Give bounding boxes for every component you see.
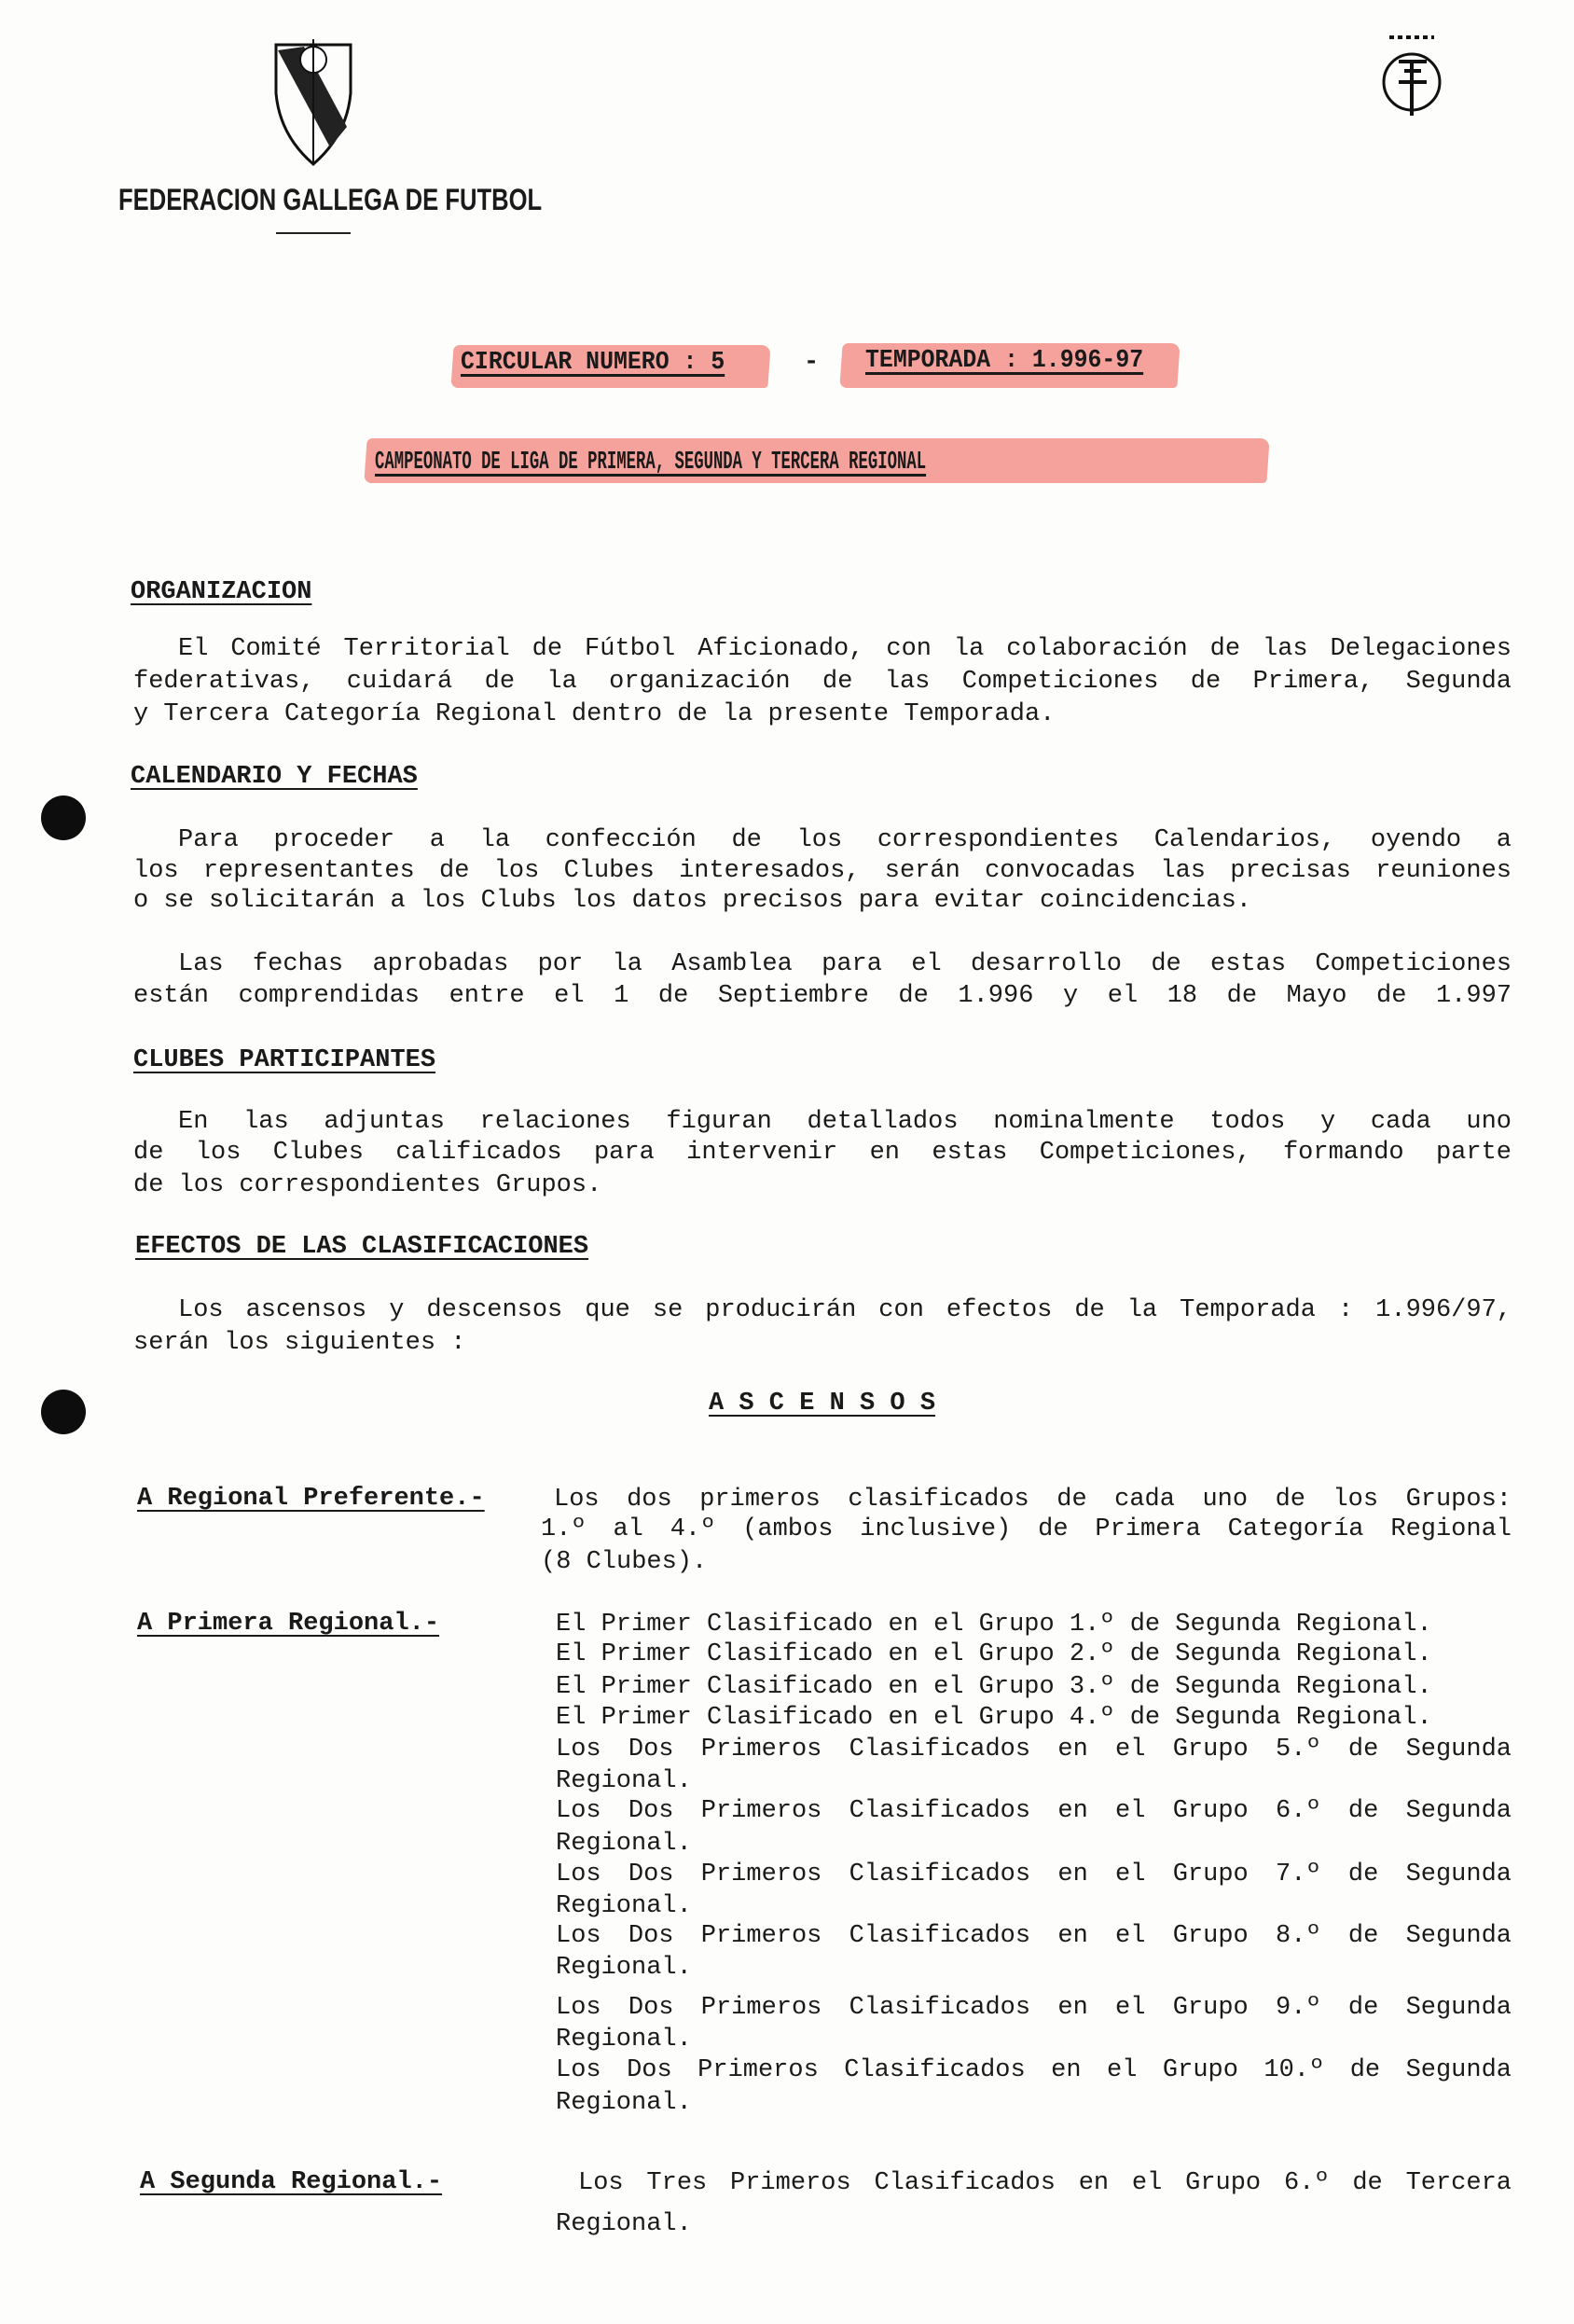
ascenso-line: Regional. — [556, 2026, 692, 2054]
organization-name: FEDERACION GALLEGA DE FUTBOL — [118, 183, 543, 216]
section-heading-calendario: CALENDARIO Y FECHAS — [131, 763, 418, 791]
section-heading-clubes: CLUBES PARTICIPANTES — [133, 1046, 436, 1074]
punch-hole — [41, 795, 86, 840]
preferente-label: A Regional Preferente.- — [137, 1485, 485, 1513]
ascenso-line: Los Tres Primeros Clasificados en el Grupo 6.º de Tercera — [578, 2169, 1512, 2197]
section-heading-efectos: EFECTOS DE LAS CLASIFICACIONES — [135, 1233, 589, 1261]
ascenso-line: El Primer Clasificado en el Grupo 1.º de Segunda Regional. — [556, 1611, 1432, 1639]
ascenso-line: Regional. — [556, 1830, 692, 1858]
spanish-federation-logo — [1376, 34, 1447, 128]
punch-hole — [41, 1390, 86, 1434]
ascenso-line: 1.º al 4.º (ambos inclusive) de Primera Categoría Regional — [541, 1515, 1512, 1543]
paragraph-line: En las adjuntas relaciones figuran detallados nominalmente todos y cada uno — [178, 1108, 1512, 1136]
title-dash: - — [804, 349, 820, 377]
paragraph-line: de los Clubes calificados para intervenir en estas Competiciones, formando parte — [133, 1139, 1512, 1167]
paragraph-line: de los correspondientes Grupos. — [133, 1171, 602, 1199]
ascenso-line: Los Dos Primeros Clasificados en el Grupo 5.º de Segunda — [556, 1736, 1512, 1764]
paragraph-line: están comprendidas entre el 1 de Septiembre de 1.996 y el 18 de Mayo de 1.997 — [133, 982, 1512, 1010]
ascensos-heading: A S C E N S O S — [709, 1390, 936, 1418]
ascenso-line: Regional. — [556, 2089, 692, 2117]
paragraph-line: federativas, cuidará de la organización de las Competiciones de Primera, Segunda — [133, 668, 1512, 696]
circular-number: CIRCULAR NUMERO : 5 — [461, 349, 725, 377]
ascenso-line: Regional. — [556, 2210, 692, 2238]
section-heading-organizacion: ORGANIZACION — [131, 578, 312, 606]
ascenso-line: Los Dos Primeros Clasificados en el Grupo 10.º de Segunda — [556, 2056, 1512, 2084]
championship-title: CAMPEONATO DE LIGA DE PRIMERA, SEGUNDA Y TERCERA REGIONAL — [375, 449, 927, 477]
ascenso-line: Los Dos Primeros Clasificados en el Grupo 6.º de Segunda — [556, 1797, 1512, 1825]
ascenso-line: Los Dos Primeros Clasificados en el Grupo 9.º de Segunda — [556, 1994, 1512, 2022]
ascenso-line: El Primer Clasificado en el Grupo 4.º de Segunda Regional. — [556, 1704, 1432, 1732]
paragraph-line: y Tercera Categoría Regional dentro de la presente Temporada. — [133, 700, 1056, 728]
paragraph-line: El Comité Territorial de Fútbol Aficionado, con la colaboración de las Delegaciones — [178, 635, 1512, 663]
paragraph-line: los representantes de los Clubes interesados, serán convocadas las precisas reuniones — [133, 857, 1512, 885]
ascenso-line: El Primer Clasificado en el Grupo 3.º de Segunda Regional. — [556, 1673, 1432, 1701]
ascenso-line: Los Dos Primeros Clasificados en el Grupo 8.º de Segunda — [556, 1922, 1512, 1950]
paragraph-line: Los ascensos y descensos que se producirán con efectos de la Temporada : 1.996/97, — [178, 1296, 1512, 1324]
segunda-label: A Segunda Regional.- — [140, 2168, 443, 2196]
paragraph-line: Para proceder a la confección de los correspondientes Calendarios, oyendo a — [178, 826, 1512, 854]
season: TEMPORADA : 1.996-97 — [865, 347, 1144, 375]
ascenso-line: Regional. — [556, 1892, 692, 1920]
ascenso-line: Regional. — [556, 1767, 692, 1795]
divider — [276, 232, 351, 234]
paragraph-line: Las fechas aprobadas por la Asamblea para el desarrollo de estas Competiciones — [178, 950, 1512, 978]
primera-label: A Primera Regional.- — [137, 1610, 440, 1638]
federation-shield-logo — [272, 37, 354, 171]
ascenso-line: Los Dos Primeros Clasificados en el Grupo 7.º de Segunda — [556, 1861, 1512, 1888]
paragraph-line: serán los siguientes : — [133, 1329, 466, 1357]
paragraph-line: o se solicitarán a los Clubs los datos precisos para evitar coincidencias. — [133, 887, 1251, 915]
ascenso-line: (8 Clubes). — [541, 1548, 708, 1576]
ascenso-line: Los dos primeros clasificados de cada uno de los Grupos: — [554, 1486, 1512, 1514]
ascenso-line: El Primer Clasificado en el Grupo 2.º de Segunda Regional. — [556, 1640, 1432, 1668]
ascenso-line: Regional. — [556, 1954, 692, 1982]
